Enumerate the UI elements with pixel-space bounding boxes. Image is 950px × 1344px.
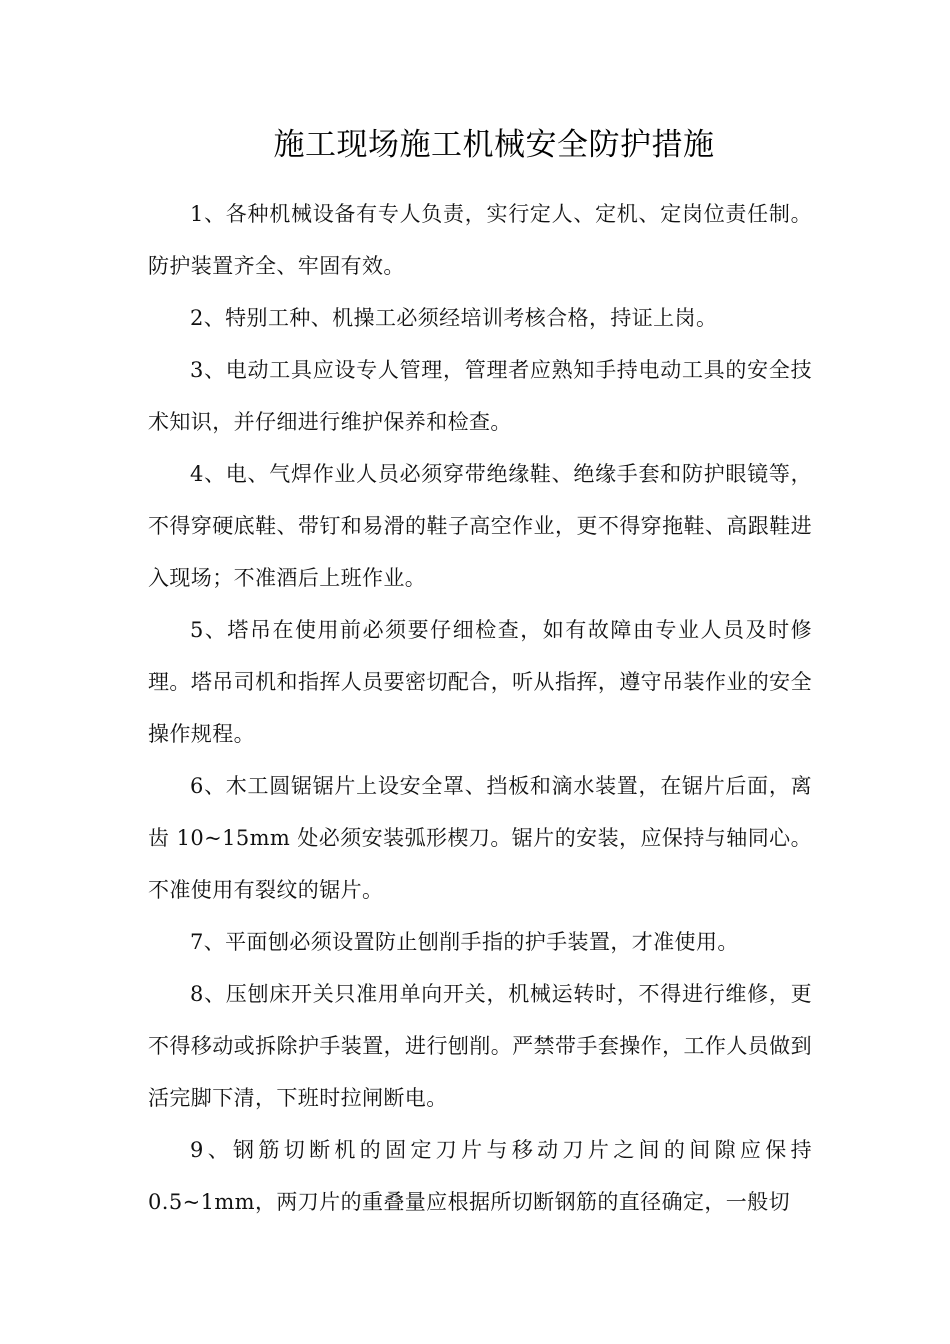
paragraph-6: 6、木工圆锯锯片上设安全罩、挡板和滴水装置，在锯片后面，离齿 10~15mm 处必须安装弧形楔刀。锯片的安装，应保持与轴同心。不准使用有裂纹的锯片。 <box>148 774 812 902</box>
paragraph-2: 2、特别工种、机操工必须经培训考核合格，持证上岗。 <box>190 306 718 330</box>
paragraph-9: 9、钢筋切断机的固定刀片与移动刀片之间的间隙应保持 0.5~1mm，两刀片的重叠量应根据所切断钢筋的直径确定，一般切 <box>148 1138 812 1214</box>
paragraph-7: 7、平面刨必须设置防止刨削手指的护手装置，才准使用。 <box>190 930 739 954</box>
paragraph-5: 5、塔吊在使用前必须要仔细检查，如有故障由专业人员及时修理。塔吊司机和指挥人员要密切配合，听从指挥，遵守吊装作业的安全操作规程。 <box>148 618 812 746</box>
document-title: 施工现场施工机械安全防护措施 <box>273 127 715 163</box>
paragraph-4: 4、电、气焊作业人员必须穿带绝缘鞋、绝缘手套和防护眼镜等，不得穿硬底鞋、带钉和易滑的鞋子高空作业，更不得穿拖鞋、高跟鞋进入现场；不准酒后上班作业。 <box>148 462 812 590</box>
paragraph-3: 3、电动工具应设专人管理，管理者应熟知手持电动工具的安全技术知识，并仔细进行维护保养和检查。 <box>148 358 812 434</box>
paragraph-1: 1、各种机械设备有专人负责，实行定人、定机、定岗位责任制。防护装置齐全、牢固有效。 <box>148 202 812 278</box>
document-body <box>148 188 812 1228</box>
paragraph-8: 8、压刨床开关只准用单向开关，机械运转时，不得进行维修，更不得移动或拆除护手装置，进行刨削。严禁带手套操作，工作人员做到活完脚下清，下班时拉闸断电。 <box>148 982 812 1110</box>
